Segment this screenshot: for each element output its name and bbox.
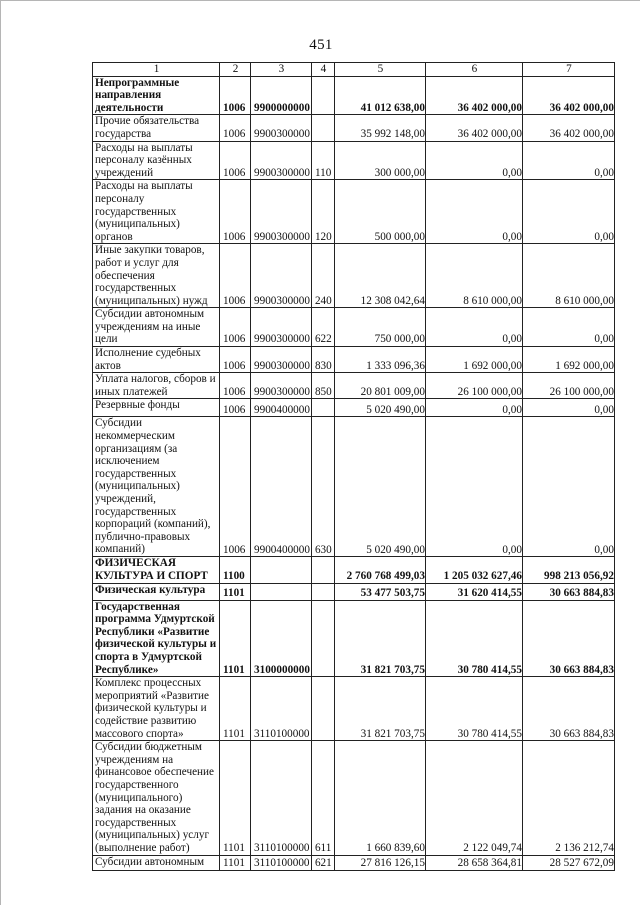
row-amount-col6: 0,00 [425,399,522,417]
table-row [93,741,615,855]
row-name: Субсидии бюджетным учреждениям на финансовое обеспечение государственного (муниципального) задания на оказание государственных (муниципальных) услуг (выполнение работ) [93,741,220,855]
row-name: Расходы на выплаты персоналу государственных (муниципальных) органов [93,180,220,244]
row-target-code: 3110100000 [251,741,312,855]
row-expense-type: 611 [311,741,334,855]
row-name: Субсидии автономным учреждениям на иные цели [93,308,220,347]
row-amount-col5: 2 760 768 499,03 [334,557,425,583]
row-expense-type: 621 [311,855,334,870]
row-amount-col6: 36 402 000,00 [425,76,522,115]
table-row [93,347,615,373]
page-number: 451 [309,37,333,53]
row-amount-col5: 300 000,00 [334,141,425,180]
row-target-code [251,583,312,600]
row-name: Уплата налогов, сборов и иных платежей [93,373,220,399]
row-name: Комплекс процессных мероприятий «Развитие физической культуры и содействие развитию массового спорта» [93,677,220,741]
column-header-1: 1 [93,63,220,77]
row-amount-col6: 0,00 [425,180,522,244]
row-amount-col6: 26 100 000,00 [425,373,522,399]
row-target-code: 9900300000 [251,180,312,244]
row-section-code: 1101 [220,600,251,677]
row-amount-col7: 26 100 000,00 [522,373,614,399]
row-name: Расходы на выплаты персоналу казённых учреждений [93,141,220,180]
row-expense-type: 850 [311,373,334,399]
row-amount-col6: 8 610 000,00 [425,244,522,308]
row-name: Резервные фонды [93,399,220,417]
row-section-code: 1006 [220,141,251,180]
row-expense-type: 120 [311,180,334,244]
row-name: Иные закупки товаров, работ и услуг для обеспечения государственных (муниципальных) нужд [93,244,220,308]
row-amount-col7: 36 402 000,00 [522,76,614,115]
row-amount-col6: 36 402 000,00 [425,115,522,141]
row-amount-col7: 36 402 000,00 [522,115,614,141]
row-name: ФИЗИЧЕСКАЯ КУЛЬТУРА И СПОРТ [93,557,220,583]
row-expense-type [311,557,334,583]
row-amount-col7: 30 663 884,83 [522,677,614,741]
column-header-7: 7 [522,63,614,77]
row-section-code: 1100 [220,557,251,583]
row-amount-col7: 28 527 672,09 [522,855,614,870]
row-target-code: 9900400000 [251,417,312,557]
row-section-code: 1101 [220,677,251,741]
row-section-code: 1006 [220,115,251,141]
row-target-code: 9900300000 [251,115,312,141]
row-amount-col5: 12 308 042,64 [334,244,425,308]
row-amount-col6: 30 780 414,55 [425,600,522,677]
row-amount-col7: 30 663 884,83 [522,583,614,600]
row-target-code: 9900300000 [251,244,312,308]
row-amount-col5: 41 012 638,00 [334,76,425,115]
row-name: Субсидии автономным [93,855,220,870]
row-expense-type: 630 [311,417,334,557]
row-amount-col7: 2 136 212,74 [522,741,614,855]
row-amount-col6: 2 122 049,74 [425,741,522,855]
row-expense-type [311,600,334,677]
row-section-code: 1006 [220,347,251,373]
row-section-code: 1006 [220,180,251,244]
row-amount-col5: 1 660 839,60 [334,741,425,855]
column-header-2: 2 [220,63,251,77]
row-expense-type: 240 [311,244,334,308]
row-name: Физическая культура [93,583,220,600]
row-target-code: 9900300000 [251,141,312,180]
row-expense-type [311,115,334,141]
row-amount-col5: 5 020 490,00 [334,417,425,557]
column-header-4: 4 [311,63,334,77]
row-section-code: 1101 [220,855,251,870]
row-amount-col7: 8 610 000,00 [522,244,614,308]
row-section-code: 1006 [220,373,251,399]
row-amount-col6: 0,00 [425,141,522,180]
row-section-code: 1006 [220,244,251,308]
row-amount-col6: 0,00 [425,417,522,557]
row-amount-col5: 5 020 490,00 [334,399,425,417]
row-amount-col5: 20 801 009,00 [334,373,425,399]
row-target-code: 3110100000 [251,855,312,870]
row-name: Прочие обязательства государства [93,115,220,141]
row-target-code [251,557,312,583]
table-row [93,180,615,244]
row-amount-col5: 27 816 126,15 [334,855,425,870]
table-row [93,308,615,347]
row-target-code: 9900400000 [251,399,312,417]
row-section-code: 1006 [220,417,251,557]
row-amount-col7: 0,00 [522,308,614,347]
row-amount-col7: 1 692 000,00 [522,347,614,373]
row-target-code: 9900300000 [251,373,312,399]
row-section-code: 1101 [220,583,251,600]
row-name: Исполнение судебных актов [93,347,220,373]
column-header-6: 6 [425,63,522,77]
table-row [93,583,615,600]
table-row [93,855,615,870]
table-row [93,373,615,399]
row-expense-type: 622 [311,308,334,347]
row-expense-type [311,76,334,115]
row-section-code: 1006 [220,308,251,347]
table-row [93,600,615,677]
row-amount-col6: 0,00 [425,308,522,347]
row-target-code: 9900300000 [251,347,312,373]
row-amount-col7: 998 213 056,92 [522,557,614,583]
row-target-code: 9900000000 [251,76,312,115]
row-target-code: 9900300000 [251,308,312,347]
budget-table [92,62,615,871]
row-name: Непрограммные направления деятельности [93,76,220,115]
row-expense-type [311,677,334,741]
row-expense-type: 830 [311,347,334,373]
column-header-5: 5 [334,63,425,77]
table-row [93,115,615,141]
row-section-code: 1006 [220,399,251,417]
table-row [93,557,615,583]
table-row [93,244,615,308]
table-row [93,399,615,417]
row-name: Субсидии некоммерческим организациям (за исключением государственных (муниципальных) учреждений, государственных корпораций (компаний), публично-правовых компаний) [93,417,220,557]
row-amount-col5: 1 333 096,36 [334,347,425,373]
row-amount-col5: 31 821 703,75 [334,600,425,677]
row-amount-col5: 53 477 503,75 [334,583,425,600]
row-expense-type [311,583,334,600]
row-amount-col6: 1 692 000,00 [425,347,522,373]
row-amount-col6: 28 658 364,81 [425,855,522,870]
row-amount-col5: 500 000,00 [334,180,425,244]
row-amount-col7: 0,00 [522,180,614,244]
row-expense-type: 110 [311,141,334,180]
row-amount-col5: 31 821 703,75 [334,677,425,741]
row-name: Государственная программа Удмуртской Республики «Развитие физической культуры и спорта в Удмуртской Республике» [93,600,220,677]
row-amount-col6: 1 205 032 627,46 [425,557,522,583]
row-amount-col7: 0,00 [522,417,614,557]
row-amount-col5: 750 000,00 [334,308,425,347]
row-amount-col6: 31 620 414,55 [425,583,522,600]
table-row [93,76,615,115]
row-amount-col7: 0,00 [522,141,614,180]
row-section-code: 1006 [220,76,251,115]
column-header-row [93,63,615,77]
row-section-code: 1101 [220,741,251,855]
table-row [93,417,615,557]
row-amount-col7: 30 663 884,83 [522,600,614,677]
row-amount-col7: 0,00 [522,399,614,417]
row-target-code: 3100000000 [251,600,312,677]
table-row [93,141,615,180]
row-amount-col5: 35 992 148,00 [334,115,425,141]
row-expense-type [311,399,334,417]
row-target-code: 3110100000 [251,677,312,741]
row-amount-col6: 30 780 414,55 [425,677,522,741]
column-header-3: 3 [251,63,312,77]
table-row [93,677,615,741]
